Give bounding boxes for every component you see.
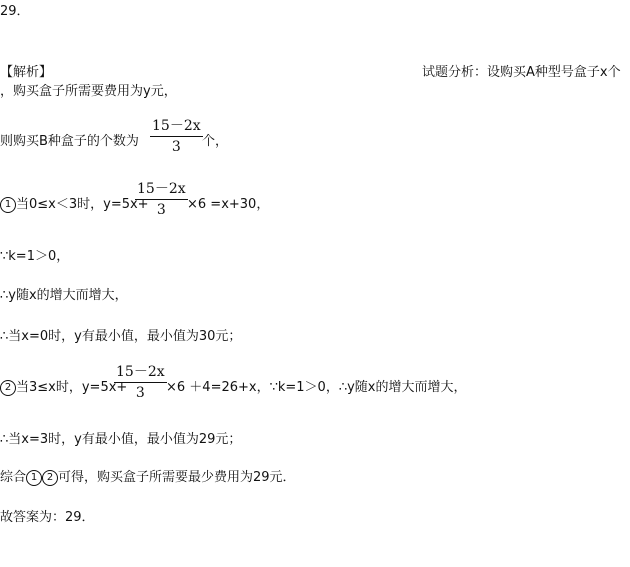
min-case2-line: ∴当x=3时，y有最小值，最小值为29元； — [0, 432, 242, 447]
conclusion-line — [0, 466, 296, 486]
circled-number-2: 2 — [42, 470, 58, 486]
case2-suffix: ×6 ＋4=26+x，∵k=1＞0，∴y随x的增大而增大， — [166, 380, 467, 395]
case1-line — [0, 193, 149, 213]
fraction-denominator: 3 — [171, 139, 181, 155]
case2-fraction — [114, 364, 167, 401]
b-count-fraction — [150, 118, 203, 155]
circled-number-1: 1 — [0, 197, 16, 213]
analysis-heading: 【解析】 — [0, 65, 53, 80]
fraction-bar — [114, 382, 167, 383]
cost-line: ，购买盒子所需要费用为y元， — [0, 84, 177, 99]
answer-line: 故答案为：29． — [0, 510, 95, 525]
circled-number-2: 2 — [0, 380, 16, 396]
increase-line: ∴y随x的增大而增大， — [0, 288, 128, 303]
conclusion-prefix: 综合 — [0, 470, 27, 485]
case2-line — [0, 376, 127, 396]
fraction-bar — [135, 199, 188, 200]
case1-suffix: ×6 =x+30， — [187, 197, 270, 212]
k-positive-line: ∵k=1＞0， — [0, 249, 70, 264]
case2-prefix: 当3≤x时，y=5x+ — [16, 380, 128, 395]
problem-number: 29． — [0, 4, 30, 19]
fraction-denominator: 3 — [156, 202, 166, 218]
fraction-numerator: 15－2x — [137, 181, 186, 197]
analysis-intro: 试题分析：设购买A种型号盒子x个 — [422, 65, 621, 80]
b-count-text: 则购买B种盒子的个数为 — [0, 134, 139, 149]
fraction-denominator: 3 — [135, 385, 145, 401]
case1-fraction — [135, 181, 188, 218]
min-case1-line: ∴当x=0时，y有最小值，最小值为30元； — [0, 329, 242, 344]
circled-number-1: 1 — [26, 470, 42, 486]
case1-prefix: 当0≤x＜3时，y=5x+ — [16, 197, 149, 212]
conclusion-suffix: 可得，购买盒子所需要最少费用为29元． — [58, 470, 296, 485]
fraction-numerator: 15－2x — [116, 364, 165, 380]
fraction-numerator: 15－2x — [152, 118, 201, 134]
b-count-suffix: 个， — [202, 134, 229, 149]
fraction-bar — [150, 136, 203, 137]
